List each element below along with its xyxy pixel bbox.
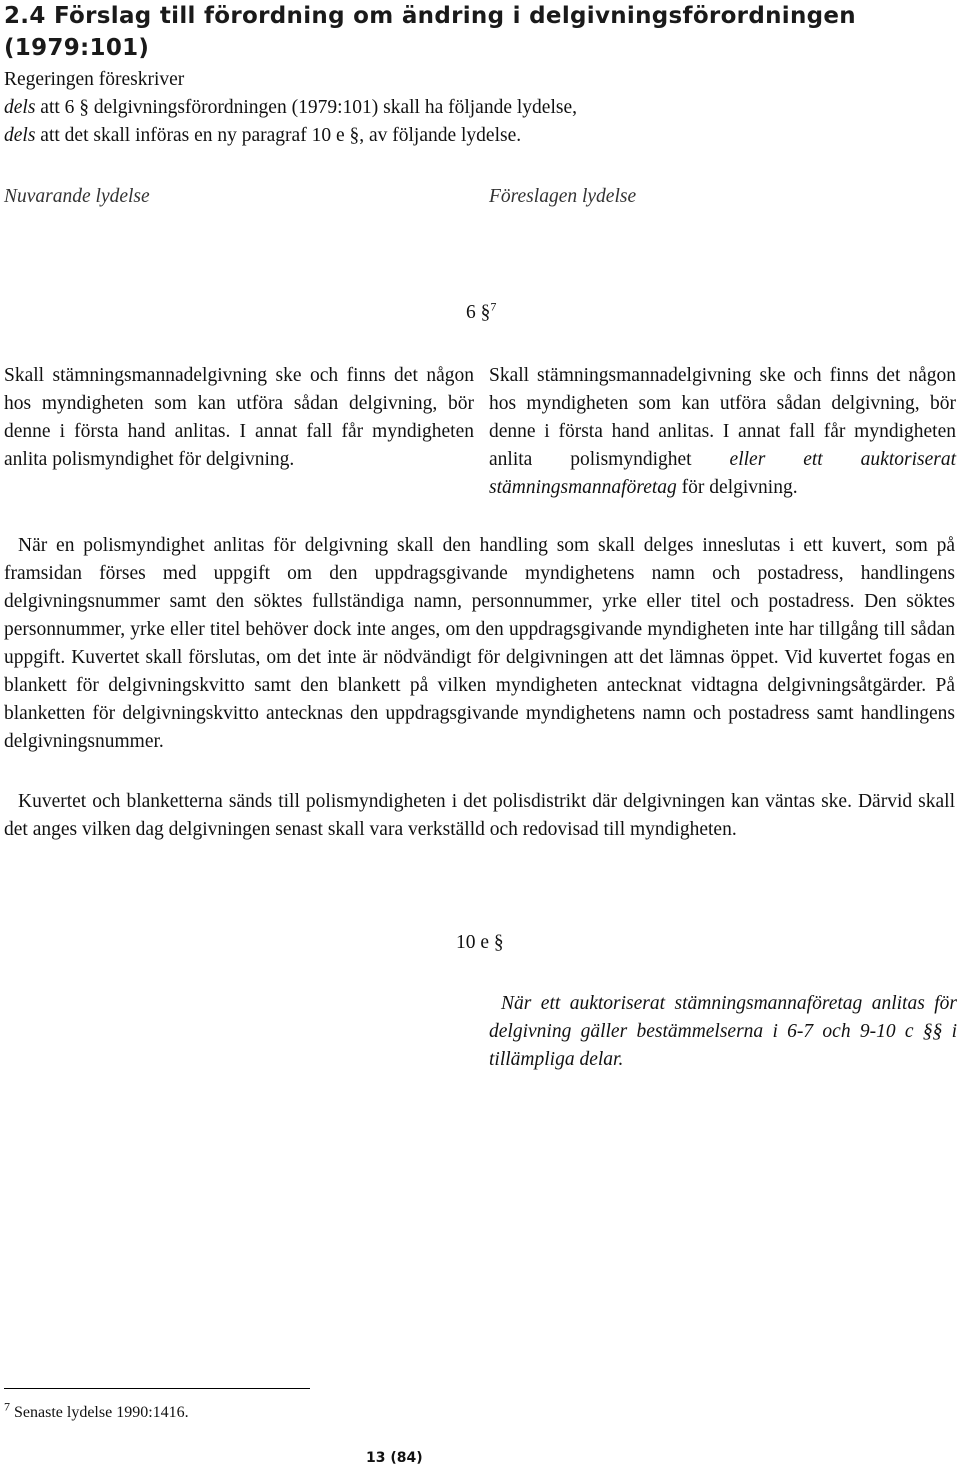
- intro-line-3-text: att det skall införas en ny paragraf 10 e §, av följande lydelse.: [35, 125, 522, 146]
- page-heading: [4, 0, 954, 64]
- proposed-text-1: Skall stämningsmannadelgivning ske och finns det någon hos myndigheten som kan utföra sådan delgivning, bör denne i första hand anlitas. I annat fall får myndigheten anlita polismyndighet: [489, 365, 956, 470]
- proposed-wording: [489, 362, 956, 502]
- intro: [4, 66, 954, 150]
- intro-line-2-text: att 6 § delgivningsförordningen (1979:101) skall ha följande lydelse,: [35, 97, 577, 118]
- proposed-text-emphasis: eller ett auktoriserat stämningsmannaföretag: [489, 449, 956, 498]
- intro-line-3: [4, 122, 954, 150]
- intro-line-1: Regeringen föreskriver: [4, 69, 185, 90]
- intro-line-2: [4, 94, 954, 122]
- footnote-divider: [4, 1388, 310, 1389]
- page-number: 13 (84): [366, 1450, 423, 1466]
- body-paragraph-2: Kuvertet och blanketterna sänds till polismyndigheten i det polisdistrikt där delgivningen kan väntas ske. Därvid skall det anges vilken dag delgivningen senast skall vara verkställd och redovisad till myndigheten.: [4, 791, 955, 840]
- current-column-header: Nuvarande lydelse: [4, 186, 150, 207]
- section-6-label: [466, 299, 497, 324]
- section-6-text: 6 §: [466, 302, 491, 323]
- proposed-text-2: för delgivning.: [676, 477, 798, 498]
- footnote-text: Senaste lydelse 1990:1416.: [14, 1404, 189, 1421]
- proposed-column-header: Föreslagen lydelse: [489, 186, 637, 207]
- heading-line-2: (1979:101): [4, 35, 150, 61]
- section-10e-label: 10 e §: [456, 932, 504, 953]
- section-10e-text: När ett auktoriserat stämningsmannaföretag anlitas för delgivning gäller bestämmelserna i 6-7 och 9-10 c §§ i tillämpliga delar.: [489, 993, 957, 1070]
- body-paragraph-1: När en polismyndighet anlitas för delgivning skall den handling som skall delges inneslutas i ett kuvert, som på framsidan förses med uppgift om den uppdragsgivande myndighetens namn och postadress, handlingens delgivningsnummer samt den söktes fullständiga namn, personnummer, yrke eller titel och postadress. Den söktes personnummer, yrke eller titel behöver dock inte anges, om den uppdragsgivande myndigheten inte har tillgång till sådan uppgift. Kuvertet skall förslutas, om det inte är nödvändigt för delgivningen att det lämnas öppet. Vid kuvertet fogas en blankett för delgivningskvitto samt den blankett på vilken myndigheten antecknat vidtagna delgivningsåtgärder. På blanketten för delgivningskvitto antecknas den uppdragsgivande myndighetens namn och postadress samt handlingens delgivningsnummer.: [4, 535, 955, 752]
- footnote: [4, 1399, 189, 1422]
- current-wording: Skall stämningsmannadelgivning ske och finns det någon hos myndigheten som kan utföra sådan delgivning, bör denne i första hand anlitas. I annat fall får myndigheten anlita polismyndighet för delgivning.: [4, 365, 474, 470]
- footnote-reference: 7: [490, 299, 497, 314]
- intro-dels-2: dels: [4, 125, 36, 146]
- intro-dels-1: dels: [4, 97, 36, 118]
- heading-line-1: 2.4 Förslag till förordning om ändring i delgivningsförordningen: [4, 3, 856, 29]
- footnote-number: 7: [4, 1399, 10, 1414]
